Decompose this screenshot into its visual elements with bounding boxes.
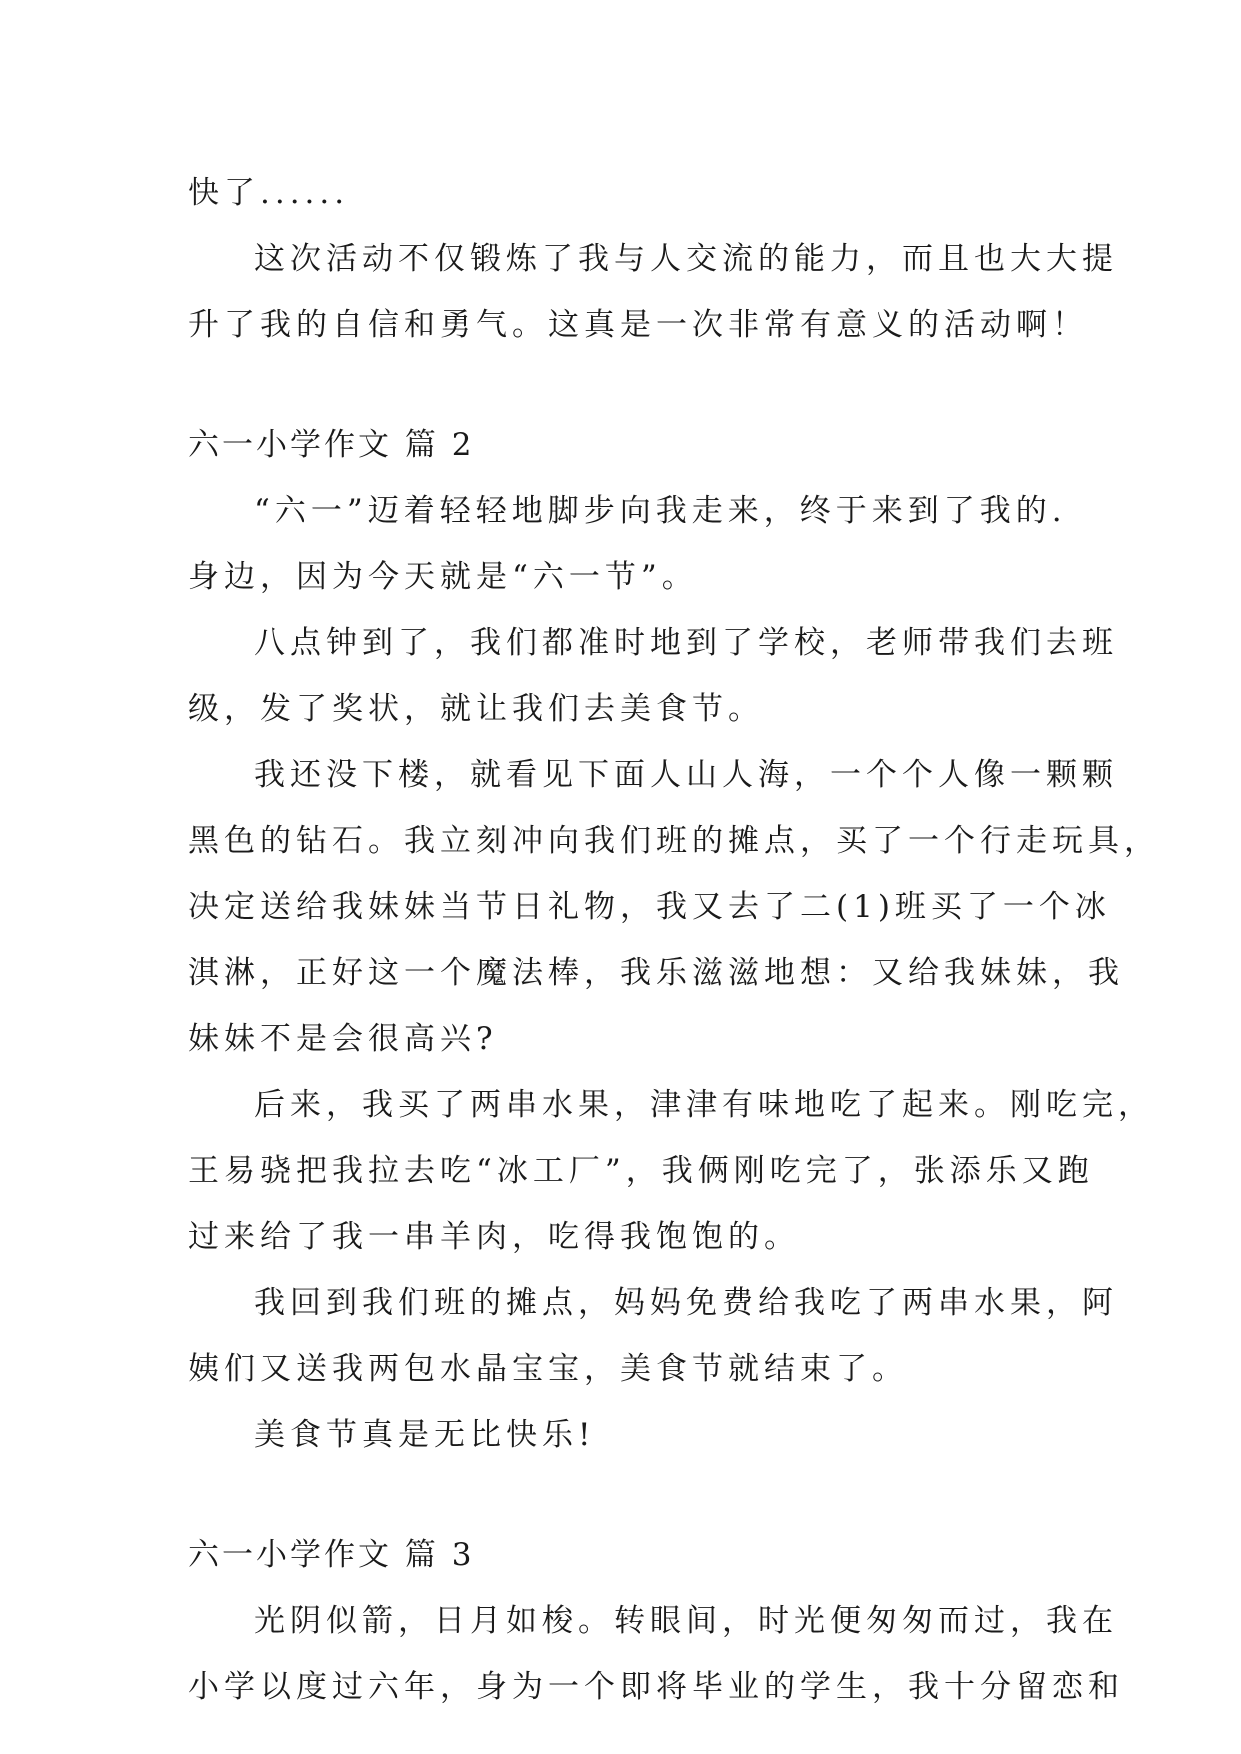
text-line: 过来给了我一串羊肉，吃得我饱饱的。 <box>188 1219 800 1255</box>
paragraph-start: 后来，我买了两串水果，津津有味地吃了起来。刚吃完， <box>254 1087 1154 1123</box>
text-line: 姨们又送我两包水晶宝宝，美食节就结束了。 <box>188 1351 908 1387</box>
paragraph-start: 八点钟到了，我们都准时地到了学校，老师带我们去班 <box>254 625 1118 661</box>
section-heading: 六一小学作文 篇 2 <box>188 427 475 463</box>
text-line: 淇淋，正好这一个魔法棒，我乐滋滋地想：又给我妹妹，我 <box>188 955 1124 991</box>
paragraph-start: “六一”迈着轻轻地脚步向我走来，终于来到了我的. <box>254 493 1067 529</box>
paragraph-start: 我回到我们班的摊点，妈妈免费给我吃了两串水果，阿 <box>254 1285 1118 1321</box>
paragraph-start: 我还没下楼，就看见下面人山人海，一个个人像一颗颗 <box>254 757 1118 793</box>
paragraph-start: 这次活动不仅锻炼了我与人交流的能力，而且也大大提 <box>254 241 1118 277</box>
text-line: 黑色的钻石。我立刻冲向我们班的摊点，买了一个行走玩具， <box>188 823 1160 859</box>
text-line: 决定送给我妹妹当节日礼物，我又去了二(1)班买了一个冰 <box>188 889 1111 925</box>
document-page <box>188 160 1160 1720</box>
paragraph-start: 光阴似箭，日月如梭。转眼间，时光便匆匆而过，我在 <box>254 1603 1118 1639</box>
text-line: 小学以度过六年，身为一个即将毕业的学生，我十分留恋和 <box>188 1669 1124 1705</box>
section-heading: 六一小学作文 篇 3 <box>188 1537 475 1573</box>
text-line: 妹妹不是会很高兴? <box>188 1021 498 1057</box>
text-line: 身边，因为今天就是“六一节”。 <box>188 559 698 595</box>
paragraph-start: 美食节真是无比快乐! <box>254 1417 596 1453</box>
text-line: 快了...... <box>188 175 350 211</box>
text-line: 级，发了奖状，就让我们去美食节。 <box>188 691 764 727</box>
text-line: 王易骁把我拉去吃“冰工厂”，我俩刚吃完了，张添乐又跑 <box>188 1153 1094 1189</box>
text-line: 升了我的自信和勇气。这真是一次非常有意义的活动啊！ <box>188 307 1088 343</box>
